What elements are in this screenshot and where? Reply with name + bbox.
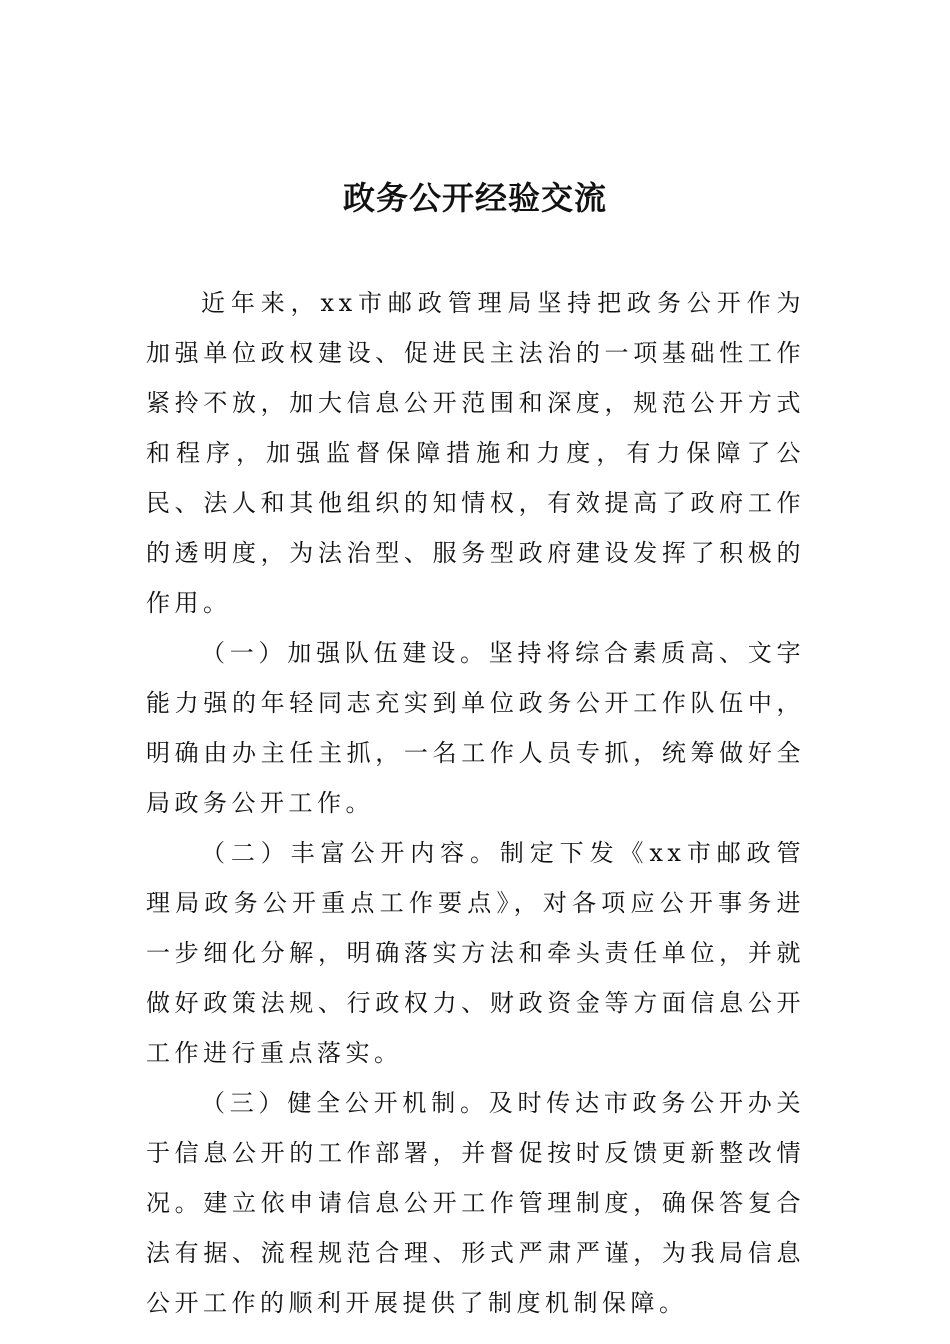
- section-1-paragraph: （一）加强队伍建设。坚持将综合素质高、文字能力强的年轻同志充实到单位政务公开工作队伍中，明确由办主任主抓，一名工作人员专抓，统筹做好全局政务公开工作。: [146, 639, 805, 817]
- section-2-paragraph: （二）丰富公开内容。制定下发《xx市邮政管理局政务公开重点工作要点》，对各项应公开事务进一步细化分解，明确落实方法和牵头责任单位，并就做好政策法规、行政权力、财政资金等方面信息公开工作进行重点落实。: [146, 839, 805, 1067]
- document-body: [146, 278, 805, 1328]
- document-title: 政务公开经验交流: [342, 179, 607, 217]
- section-3-paragraph: （三）健全公开机制。及时传达市政务公开办关于信息公开的工作部署，并督促按时反馈更新整改情况。建立依申请信息公开工作管理制度，确保答复合法有据、流程规范合理、形式严肃严谨，为我局信息公开工作的顺利开展提供了制度机制保障。: [146, 1089, 805, 1317]
- intro-paragraph: 近年来，xx市邮政管理局坚持把政务公开作为加强单位政权建设、促进民主法治的一项基础性工作紧拎不放，加大信息公开范围和深度，规范公开方式和程序，加强监督保障措施和力度，有力保障了公民、法人和其他组织的知情权，有效提高了政府工作的透明度，为法治型、服务型政府建设发挥了积极的作用。: [146, 289, 805, 617]
